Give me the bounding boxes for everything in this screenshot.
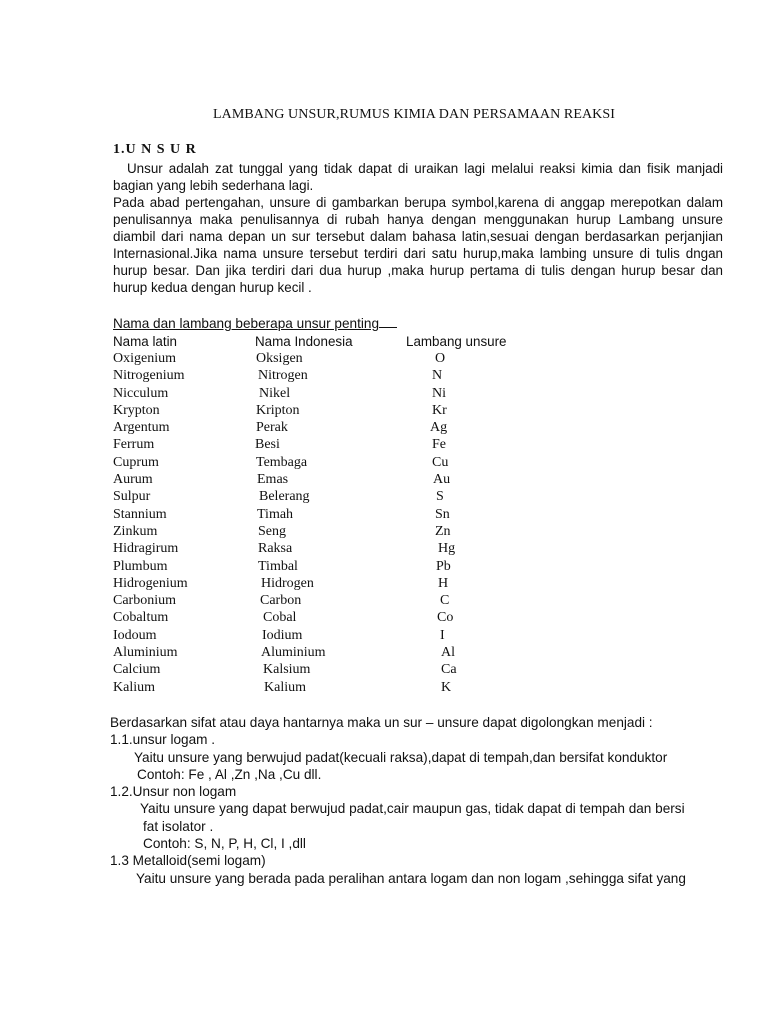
latin-name: Nitrogenium [113,368,185,384]
element-symbol: Fe [432,437,446,453]
indonesian-name: Oksigen [256,351,303,366]
element-symbol: Ca [441,662,457,678]
table-header-row [113,334,613,351]
latin-name: Plumbum [113,558,168,574]
element-symbol: K [441,679,452,695]
paragraph-history: Pada abad pertengahan, unsure di gambarkan berupa symbol,karena di anggap merepotkan dalam penulisannya maka penulisannya di rubah hanya dengan menggunakan hurup Lambang unsure diambil dari nama depan un sur tersebut dalam bahasa latin,sesuai dengan berdasarkan perjanjian Internasional.Jika nama unsure tersebut terdiri dari satu hurup,maka lambing unsure di tulis dngan hurup besar. Dan jika terdiri dari dua hurup ,maka hurup pertama di tulis dengan hurup besar dan hurup kedua dengan hurup kecil . [113,195,723,295]
indonesian-name: Timah [257,506,294,522]
latin-name: Calcium [113,662,161,678]
document-title: LAMBANG UNSUR,RUMUS KIMIA DAN PERSAMAAN REAKSI [212,107,616,122]
table-row [113,472,613,489]
logam-example: Contoh: Fe , Al ,Zn ,Na ,Cu dll. [137,766,322,782]
element-symbol: O [435,351,446,366]
indonesian-name: Besi [255,437,280,453]
element-symbol: H [438,575,449,591]
element-symbol: Sn [435,506,450,522]
latin-name: Nicculum [113,385,169,401]
indonesian-name: Seng [258,523,286,539]
indonesian-name: Raksa [258,541,293,557]
table-row [113,455,613,472]
indonesian-name: Kripton [256,402,300,418]
indonesian-name: Cobal [263,610,297,626]
element-symbol: Al [441,645,455,661]
header-latin-name: Nama latin [113,334,178,349]
latin-name: Argentum [113,420,170,436]
element-symbol: Hg [438,541,456,557]
element-symbol: Ag [430,420,448,436]
table-row [113,680,613,697]
indonesian-name: Iodium [262,627,303,643]
non-logam-example: Contoh: S, N, P, H, Cl, I ,dll [143,836,306,852]
caption-underline-tail [379,316,397,328]
table-caption-text: Nama dan lambang beberapa unsur penting [113,316,380,331]
latin-name: Stannium [113,506,167,522]
classification-section [110,714,730,887]
heading-metalloid: 1.3 Metalloid(semi logam) [110,853,266,869]
element-symbol: Co [437,610,454,626]
table-row [113,645,613,662]
table-row [113,610,613,627]
element-symbol: Ni [432,385,446,401]
header-indonesian-name: Nama Indonesia [255,334,353,349]
table-row [113,351,613,368]
header-symbol: Lambang unsure [406,334,507,349]
latin-name: Krypton [113,402,160,418]
metalloid-description: Yaitu unsure yang berada pada peralihan antara logam dan non logam ,sehingga sifat yang [136,870,686,886]
heading-unsur-non-logam: 1.2.Unsur non logam [110,784,237,800]
non-logam-description-continued: fat isolator . [143,818,214,834]
indonesian-name: Hidrogen [261,575,314,591]
element-symbol: S [436,489,444,505]
latin-name: Cuprum [113,454,159,470]
element-symbol: Cu [432,454,449,470]
latin-name: Sulpur [113,489,151,505]
indonesian-name: Nikel [259,385,291,401]
indonesian-name: Carbon [260,593,302,609]
table-row [113,420,613,437]
element-symbol: Zn [435,523,451,539]
latin-name: Aurum [113,472,153,488]
latin-name: Oxigenium [113,351,176,366]
latin-name: Hidragirum [113,541,179,557]
element-symbol: N [432,368,443,384]
table-row [113,507,613,524]
table-row [113,576,613,593]
latin-name: Kalium [113,679,155,695]
table-row [113,368,613,385]
indonesian-name: Emas [257,472,289,488]
latin-name: Carbonium [113,593,176,609]
table-row [113,386,613,403]
classification-intro: Berdasarkan sifat atau daya hantarnya maka un sur – unsure dapat digolongkan menjadi : [110,715,653,730]
indonesian-name: Nitrogen [258,368,308,384]
indonesian-name: Kalium [264,679,306,695]
element-symbol: Kr [432,402,447,418]
latin-name: Zinkum [113,523,158,539]
latin-name: Iodoum [113,627,157,643]
indonesian-name: Timbal [258,558,298,574]
indonesian-name: Aluminium [261,645,326,661]
section-heading-unsur: 1.U N S U R [113,142,197,157]
table-row [113,403,613,420]
element-symbol: Au [433,472,451,488]
element-symbol: Pb [436,558,451,574]
paragraph-definition-text: Unsur adalah zat tunggal yang tidak dapat di uraikan lagi melalui reaksi kimia dan fisik manjadi bagian yang lebih sederhana lagi. [113,161,723,193]
table-caption [113,316,397,331]
element-symbol: C [440,593,450,609]
heading-unsur-logam: 1.1.unsur logam . [110,732,216,748]
latin-name: Ferrum [113,437,155,453]
latin-name: Hidrogenium [113,575,188,591]
table-row [113,662,613,679]
indonesian-name: Belerang [259,489,310,505]
table-row [113,437,613,454]
table-row [113,559,613,576]
logam-description: Yaitu unsure yang berwujud padat(kecuali raksa),dapat di tempah,dan bersifat konduktor [134,749,668,765]
table-row [113,489,613,506]
latin-name: Cobaltum [113,610,169,626]
element-symbol: I [440,627,445,643]
indonesian-name: Tembaga [256,454,308,470]
element-table [113,351,613,697]
table-row [113,628,613,645]
latin-name: Aluminium [113,645,178,661]
paragraph-definition [113,160,723,194]
non-logam-description: Yaitu unsure yang dapat berwujud padat,cair maupun gas, tidak dapat di tempah dan bersi [140,801,685,817]
table-row [113,541,613,558]
indonesian-name: Kalsium [263,662,311,678]
indonesian-name: Perak [256,420,288,436]
table-row [113,524,613,541]
table-row [113,593,613,610]
